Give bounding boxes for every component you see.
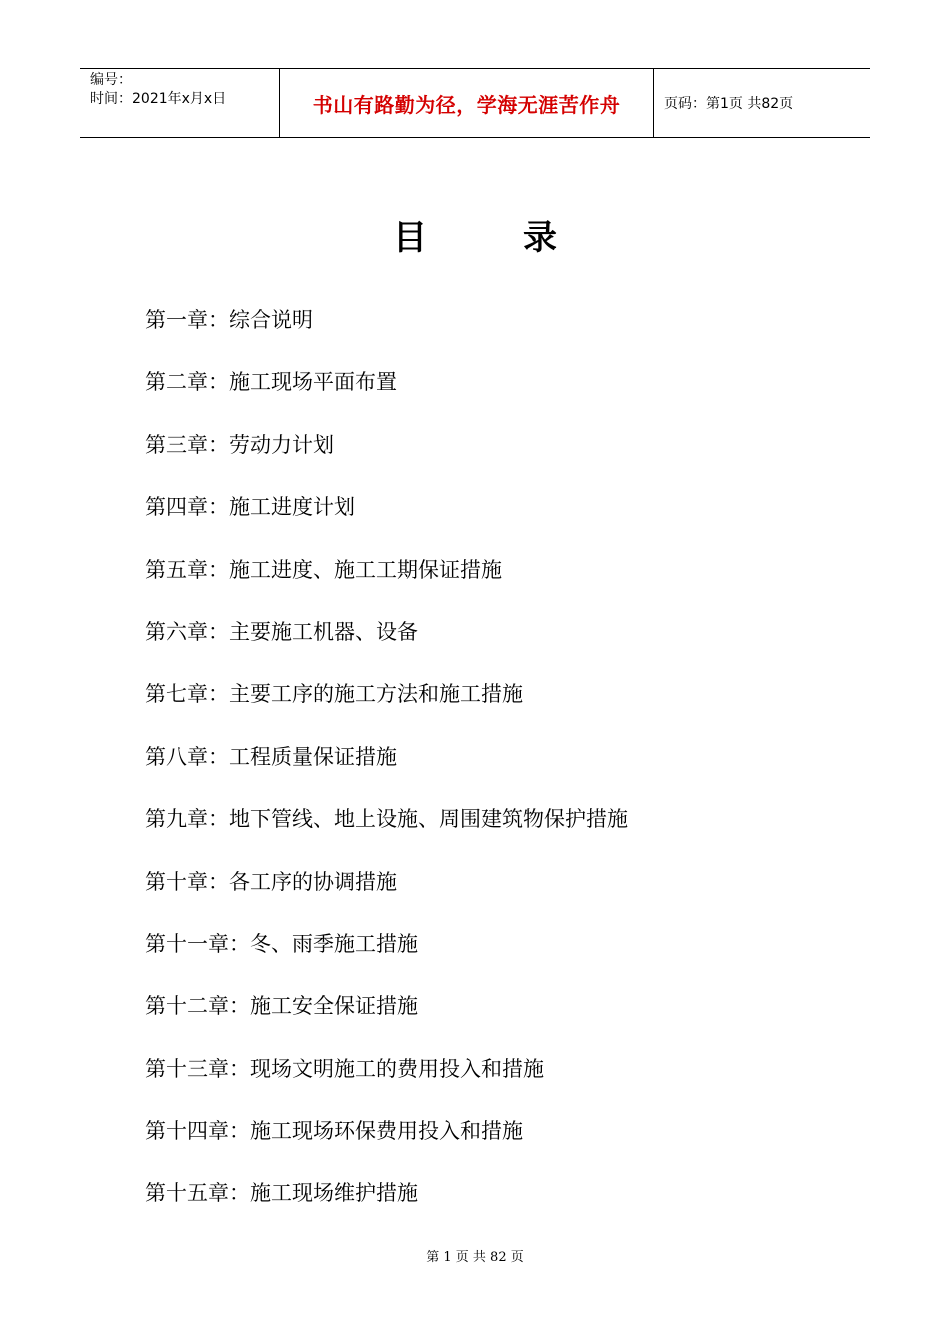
toc-item: 第三章：劳动力计划	[145, 432, 334, 457]
header-motto: 书山有路勤为径，学海无涯苦作舟	[280, 69, 654, 137]
document-time: 时间：2021年x月x日	[90, 91, 227, 107]
page-title: 目录	[393, 218, 653, 258]
toc-item: 第十一章：冬、雨季施工措施	[145, 931, 418, 956]
toc-item: 第十五章：施工现场维护措施	[145, 1181, 418, 1206]
toc-item: 第六章：主要施工机器、设备	[145, 619, 418, 644]
toc-item: 第十三章：现场文明施工的费用投入和措施	[145, 1056, 544, 1081]
document-number-label: 编号：	[90, 72, 132, 88]
toc-item: 第七章：主要工序的施工方法和施工措施	[145, 682, 523, 707]
toc-item: 第二章：施工现场平面布置	[145, 370, 397, 395]
table-of-contents	[145, 300, 628, 1236]
toc-item: 第十四章：施工现场环保费用投入和措施	[145, 1119, 523, 1144]
toc-item: 第四章：施工进度计划	[145, 495, 355, 520]
toc-item: 第九章：地下管线、地上设施、周围建筑物保护措施	[145, 807, 628, 832]
page-footer: 第 1 页 共 82 页	[426, 1250, 524, 1265]
header-page-code: 页码：第1页 共82页	[664, 96, 794, 112]
toc-item: 第十二章：施工安全保证措施	[145, 994, 418, 1019]
header-meta	[80, 69, 280, 137]
toc-item: 第一章：综合说明	[145, 308, 313, 332]
toc-item: 第五章：施工进度、施工工期保证措施	[145, 557, 502, 582]
page-header	[80, 68, 870, 138]
toc-item: 第十章：各工序的协调措施	[145, 869, 397, 894]
toc-item: 第八章：工程质量保证措施	[145, 744, 397, 769]
